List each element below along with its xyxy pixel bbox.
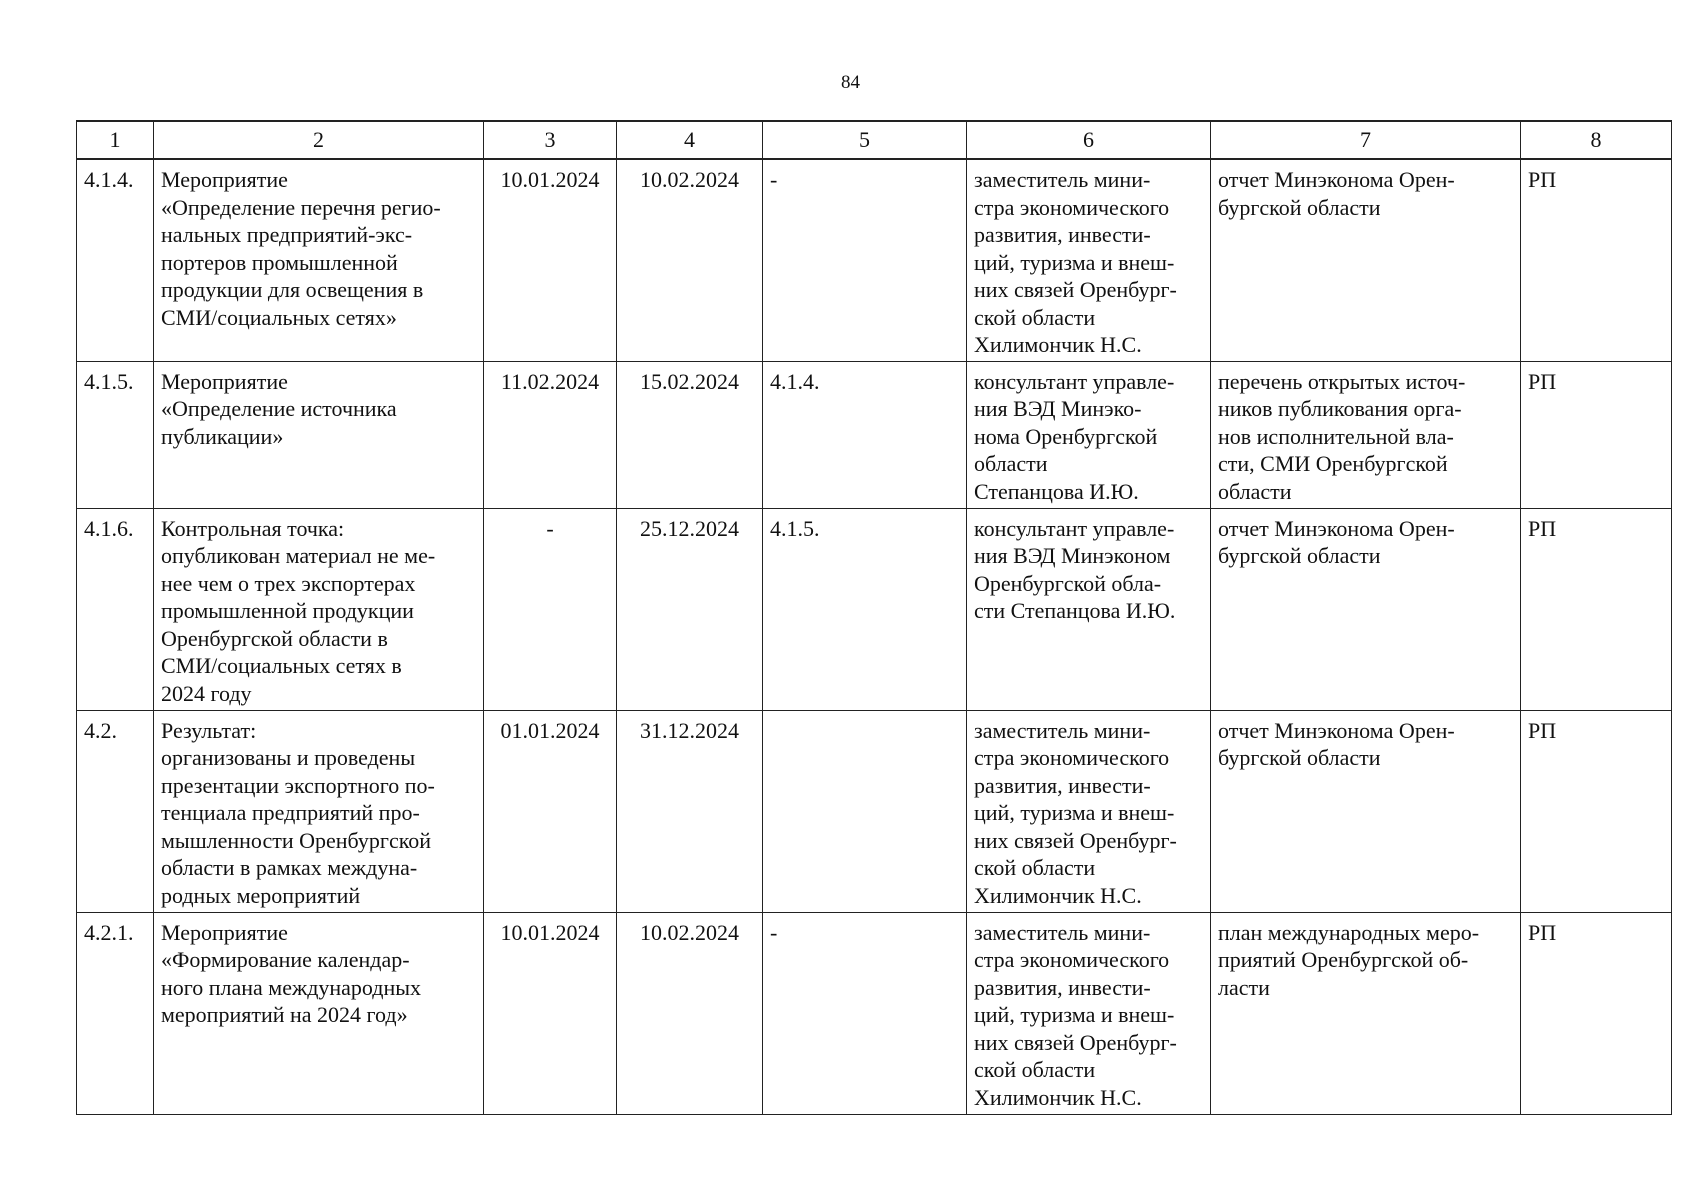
- cell-description-line: организованы и проведены: [161, 745, 416, 770]
- cell-responsible-line: ской области: [974, 1057, 1096, 1082]
- column-header: 1: [77, 121, 154, 159]
- cell-description-line: мышленности Оренбургской: [161, 827, 432, 853]
- cell-document-line: отчет Минэкономa Орен-: [1218, 515, 1455, 541]
- plan-table: [76, 120, 1672, 1115]
- cell-responsible-line: ций, туризма и внеш-: [974, 1002, 1175, 1027]
- cell-description: [154, 710, 484, 912]
- cell-level: РП: [1521, 159, 1672, 361]
- cell-description-line: мероприятий на 2024 год»: [161, 1002, 408, 1027]
- column-header: 3: [484, 121, 617, 159]
- cell-end-date: 25.12.2024: [617, 508, 763, 710]
- cell-document-line: бургской области: [1218, 745, 1381, 770]
- table-row: [77, 361, 1672, 508]
- cell-description-line: промышленной продукции: [161, 598, 414, 623]
- column-header: 4: [617, 121, 763, 159]
- cell-description-line: Мероприятие: [161, 368, 288, 394]
- cell-description-line: Оренбургской области в: [161, 625, 388, 651]
- cell-predecessor: 4.1.4.: [763, 361, 967, 508]
- cell-responsible-line: заместитель мини-: [974, 717, 1151, 743]
- cell-responsible: [967, 159, 1211, 361]
- cell-description-line: Мероприятие: [161, 919, 288, 945]
- cell-responsible-line: ской области: [974, 855, 1096, 880]
- cell-document: [1211, 159, 1521, 361]
- table-row: [77, 710, 1672, 912]
- cell-number: 4.1.6.: [77, 508, 154, 710]
- cell-responsible: [967, 912, 1211, 1114]
- column-header: 6: [967, 121, 1211, 159]
- table-row: [77, 508, 1672, 710]
- column-header: 8: [1521, 121, 1672, 159]
- page-number: 84: [841, 72, 860, 93]
- cell-document: [1211, 361, 1521, 508]
- cell-number: 4.1.4.: [77, 159, 154, 361]
- cell-responsible-line: Хилимончик Н.С.: [974, 1084, 1142, 1110]
- cell-predecessor: -: [763, 912, 967, 1114]
- cell-document-line: отчет Минэкономa Орен-: [1218, 167, 1455, 192]
- cell-end-date: 10.02.2024: [617, 912, 763, 1114]
- cell-end-date: 31.12.2024: [617, 710, 763, 912]
- cell-level: РП: [1521, 912, 1672, 1114]
- cell-number: 4.1.5.: [77, 361, 154, 508]
- cell-end-date: 15.02.2024: [617, 361, 763, 508]
- cell-document-line: нов исполнительной вла-: [1218, 423, 1454, 449]
- cell-document: [1211, 508, 1521, 710]
- cell-description-line: портеров промышленной: [161, 249, 398, 275]
- cell-responsible-line: заместитель мини-: [974, 919, 1151, 945]
- cell-number: 4.2.: [77, 710, 154, 912]
- cell-description-line: продукции для освещения в: [161, 277, 424, 302]
- cell-responsible-line: стра экономического: [974, 947, 1170, 972]
- cell-responsible-line: ния ВЭД Минэконом: [974, 543, 1171, 568]
- cell-description-line: родных мероприятий: [161, 882, 361, 908]
- cell-responsible-line: заместитель мини-: [974, 167, 1151, 192]
- cell-description-line: 2024 году: [161, 680, 252, 706]
- cell-document-line: ников публикования орга-: [1218, 396, 1462, 421]
- cell-responsible-line: стра экономического: [974, 194, 1170, 220]
- table-header-row: [77, 121, 1672, 159]
- cell-responsible-line: них связей Оренбург-: [974, 827, 1177, 853]
- cell-document: [1211, 912, 1521, 1114]
- cell-start-date: 10.01.2024: [484, 912, 617, 1114]
- cell-predecessor: [763, 710, 967, 912]
- table-row: [77, 912, 1672, 1114]
- cell-description-line: «Определение перечня регио-: [161, 194, 441, 220]
- cell-responsible-line: стра экономического: [974, 745, 1170, 770]
- column-header: 2: [154, 121, 484, 159]
- cell-description: [154, 912, 484, 1114]
- column-header: 5: [763, 121, 967, 159]
- cell-description-line: презентации экспортного по-: [161, 772, 435, 798]
- cell-description: [154, 159, 484, 361]
- cell-responsible-line: ния ВЭД Минэко-: [974, 396, 1142, 421]
- cell-level: РП: [1521, 361, 1672, 508]
- cell-description-line: СМИ/социальных сетях в: [161, 653, 402, 678]
- cell-start-date: 01.01.2024: [484, 710, 617, 912]
- cell-description-line: Мероприятие: [161, 167, 288, 192]
- cell-responsible-line: консультант управле-: [974, 515, 1175, 541]
- cell-responsible-line: Хилимончик Н.С.: [974, 332, 1142, 357]
- cell-responsible: [967, 710, 1211, 912]
- cell-description-line: «Формирование календар-: [161, 947, 410, 972]
- cell-document-line: перечень открытых источ-: [1218, 368, 1466, 394]
- cell-description: [154, 508, 484, 710]
- cell-document-line: отчет Минэкономa Орен-: [1218, 717, 1455, 743]
- cell-responsible-line: области: [974, 451, 1048, 476]
- cell-document-line: план международных меро-: [1218, 919, 1480, 945]
- cell-start-date: -: [484, 508, 617, 710]
- cell-responsible-line: ской области: [974, 304, 1096, 330]
- cell-responsible-line: нома Оренбургской: [974, 423, 1158, 449]
- cell-start-date: 10.01.2024: [484, 159, 617, 361]
- cell-document-line: сти, СМИ Оренбургской: [1218, 451, 1448, 476]
- cell-end-date: 10.02.2024: [617, 159, 763, 361]
- cell-responsible-line: них связей Оренбург-: [974, 277, 1177, 302]
- cell-responsible-line: развития, инвести-: [974, 974, 1151, 1000]
- cell-document-line: приятий Оренбургской об-: [1218, 947, 1469, 972]
- cell-description-line: публикации»: [161, 423, 284, 449]
- cell-responsible-line: сти Степанцова И.Ю.: [974, 598, 1176, 623]
- cell-predecessor: -: [763, 159, 967, 361]
- cell-description-line: области в рамках междуна-: [161, 855, 418, 880]
- table-row: [77, 159, 1672, 361]
- cell-description-line: СМИ/социальных сетях»: [161, 304, 397, 330]
- cell-responsible-line: консультант управле-: [974, 368, 1175, 394]
- cell-responsible-line: Степанцова И.Ю.: [974, 478, 1139, 504]
- cell-number: 4.2.1.: [77, 912, 154, 1114]
- cell-responsible-line: них связей Оренбург-: [974, 1029, 1177, 1055]
- cell-start-date: 11.02.2024: [484, 361, 617, 508]
- cell-responsible-line: Оренбургской обла-: [974, 570, 1162, 596]
- cell-responsible: [967, 361, 1211, 508]
- cell-description-line: «Определение источника: [161, 396, 397, 421]
- cell-responsible: [967, 508, 1211, 710]
- cell-description-line: нальных предприятий-экс-: [161, 222, 413, 247]
- cell-responsible-line: развития, инвести-: [974, 772, 1151, 798]
- cell-document: [1211, 710, 1521, 912]
- cell-document-line: области: [1218, 478, 1292, 504]
- cell-predecessor: 4.1.5.: [763, 508, 967, 710]
- cell-description-line: Контрольная точка:: [161, 515, 345, 541]
- cell-document-line: бургской области: [1218, 543, 1381, 568]
- cell-description-line: ного плана международных: [161, 974, 422, 1000]
- column-header: 7: [1211, 121, 1521, 159]
- cell-responsible-line: ций, туризма и внеш-: [974, 249, 1175, 275]
- cell-description-line: Результат:: [161, 717, 257, 743]
- cell-description-line: опубликован материал не ме-: [161, 543, 436, 568]
- cell-level: РП: [1521, 508, 1672, 710]
- cell-description: [154, 361, 484, 508]
- cell-description-line: нее чем о трех экспортерах: [161, 570, 416, 596]
- cell-responsible-line: развития, инвести-: [974, 222, 1151, 247]
- cell-responsible-line: ций, туризма и внеш-: [974, 800, 1175, 825]
- cell-level: РП: [1521, 710, 1672, 912]
- cell-responsible-line: Хилимончик Н.С.: [974, 882, 1142, 908]
- table-body: [77, 159, 1672, 1114]
- cell-document-line: ласти: [1218, 974, 1270, 1000]
- cell-description-line: тенциала предприятий про-: [161, 800, 420, 825]
- cell-document-line: бургской области: [1218, 194, 1381, 220]
